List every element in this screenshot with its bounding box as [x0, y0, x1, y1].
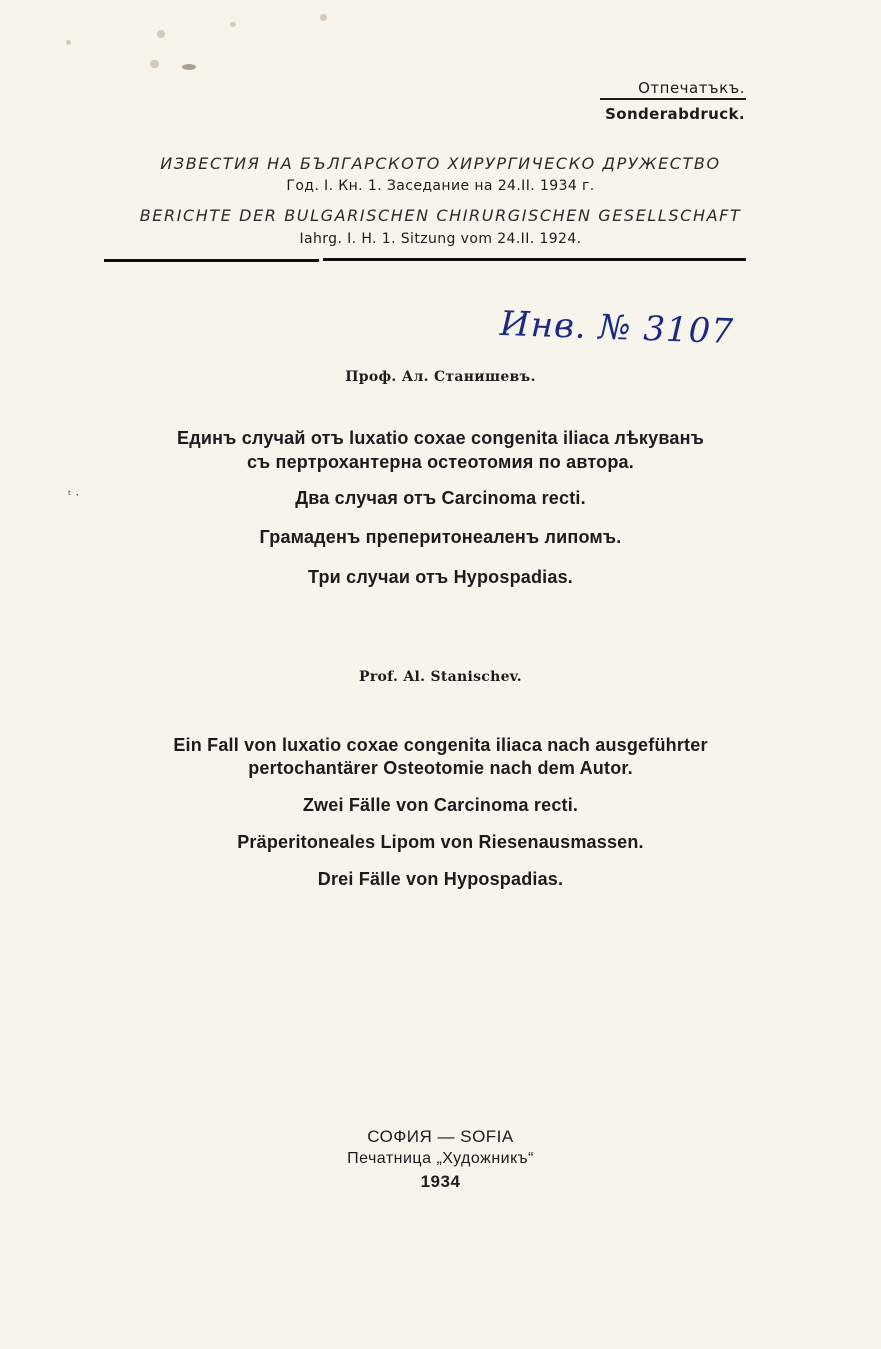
reprint-divider [600, 98, 746, 100]
paper-stain [182, 64, 196, 70]
journal-issue-bulgarian: Год. I. Кн. 1. Заседание на 24.II. 1934 г. [286, 178, 595, 194]
title-bg-line: Единъ случай отъ luxatio coxae congenita iliaca лѣкуванъ [177, 428, 704, 448]
paper-stain [320, 14, 327, 21]
journal-title-bulgarian: ИЗВЕСТИЯ НА БЪЛГАРСКОТО ХИРУРГИЧЕСКО ДРУЖЕСТВО [160, 154, 721, 173]
margin-mark: ᵗ · [68, 488, 80, 502]
paper-stain [150, 60, 159, 68]
handwritten-inventory-note: Инв. № 3107 [499, 303, 735, 353]
title-bg-line: Три случаи отъ Hypospadias. [307, 567, 574, 587]
title-bg-line: Два случая отъ Carcinoma recti. [295, 488, 586, 508]
paper-stain [66, 40, 71, 45]
title-de-line: Drei Fälle von Hypospadias. [317, 869, 564, 889]
title-de-line: Präperitoneales Lipom von Riesenausmassen. [237, 832, 644, 852]
author-bulgarian: Проф. Ал. Станишевъ. [345, 369, 536, 385]
reprint-label-german: Sonderabdruck. [605, 105, 745, 123]
title-bg-line: Грамаденъ преперитонеаленъ липомъ. [259, 527, 622, 547]
imprint-year: 1934 [420, 1172, 461, 1191]
header-rule-left [104, 259, 319, 262]
title-bg-line: съ пертрохантерна остеотомия по автора. [247, 452, 634, 472]
imprint-city: СОФИЯ — SOFIA [367, 1127, 514, 1146]
title-de-line: Zwei Fälle von Carcinoma recti. [302, 795, 579, 815]
paper-stain [157, 30, 165, 38]
paper-stain [230, 22, 236, 27]
header-rule-right [323, 258, 746, 261]
imprint-printer: Печатница „Художникъ“ [347, 1150, 534, 1167]
reprint-label-bulgarian: Отпечатъкъ. [638, 79, 745, 97]
journal-issue-german: Iahrg. I. H. 1. Sitzung vom 24.II. 1924. [299, 231, 582, 247]
title-de-line: Ein Fall von luxatio coxae congenita iliaca nach ausgeführter [173, 735, 708, 755]
author-german: Prof. Al. Stanischev. [359, 669, 522, 685]
journal-title-german: BERICHTE DER BULGARISCHEN CHIRURGISCHEN GESELLSCHAFT [139, 206, 742, 225]
title-de-line: pertochantärer Osteotomie nach dem Autor. [248, 758, 633, 778]
